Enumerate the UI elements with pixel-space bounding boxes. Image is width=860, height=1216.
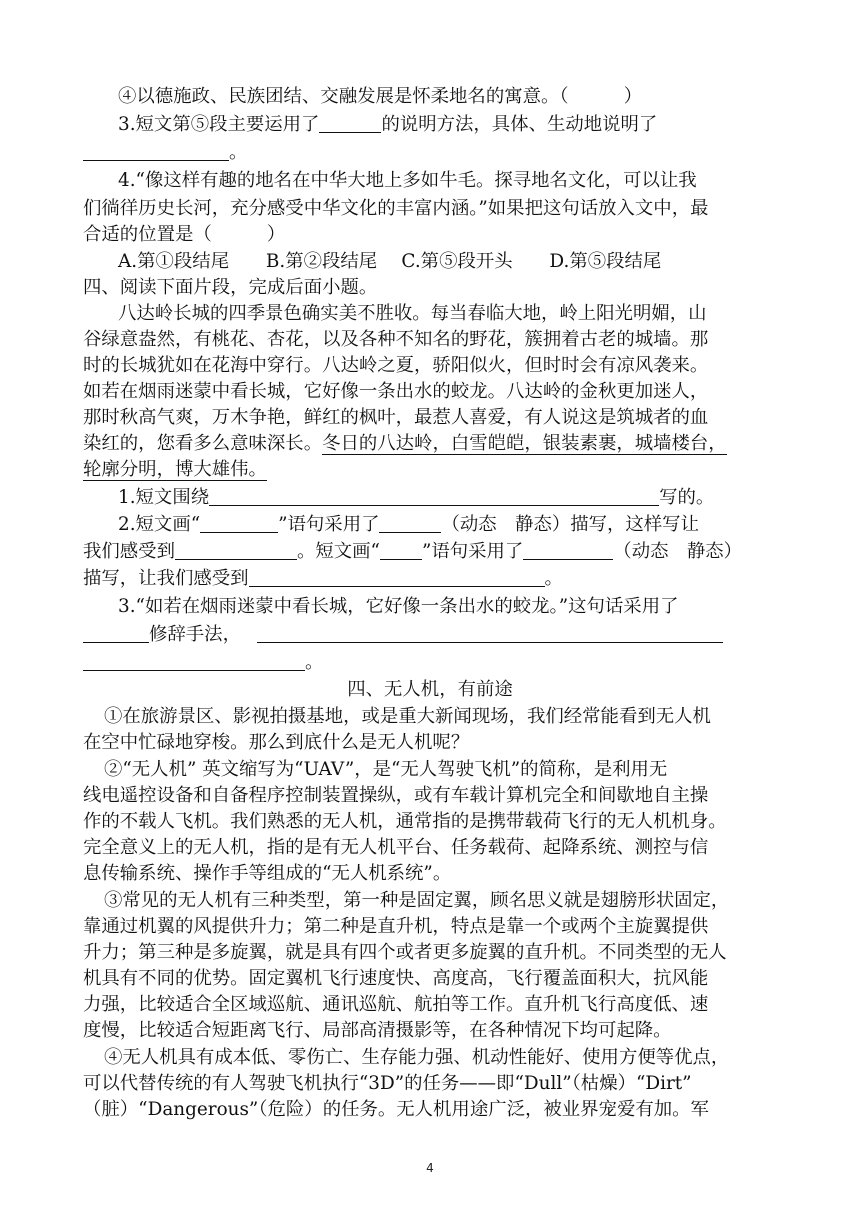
sub-question-2-line <box>83 539 783 565</box>
article-line: 作的不载人飞机。我们熟悉的无人机，通常指的是携带载荷飞行的无人机机身。 <box>83 811 727 832</box>
passage-line: 那时秋高气爽，万木争艳，鲜红的枫叶，最惹人喜爱，有人说这是筑城者的血 <box>83 407 709 428</box>
question-text: ”语句采用了 <box>421 541 524 562</box>
answer-blank[interactable] <box>319 114 381 133</box>
article-line: 息传输系统、操作手等组成的“无人机系统”。 <box>83 863 452 884</box>
answer-blank[interactable] <box>257 624 723 643</box>
answer-blank[interactable] <box>83 624 149 643</box>
article-line: 升力；第三种是多旋翼，就是具有四个或者更多旋翼的直升机。不同类型的无人 <box>83 942 727 963</box>
question-4-line: 们徜徉历史长河，充分感受中华文化的丰富内涵。”如果把这句话放入文中，最 <box>83 198 709 219</box>
question-4-line: 合适的位置是（ ） <box>83 224 286 245</box>
article-line: 力强，比较适合全区域巡航、通讯巡航、航拍等工作。直升机飞行高度低、速 <box>83 994 709 1015</box>
question-text: 。短文画“ <box>296 541 380 562</box>
article-paragraph-3: ③常见的无人机有三种类型，第一种是固定翼，顾名思义就是翅膀形状固定， <box>104 890 730 911</box>
question-text: 我们感受到 <box>83 541 175 562</box>
question-text: （动态 静态）描写，这样写让 <box>441 514 699 535</box>
sub-question-3-line <box>83 650 783 676</box>
answer-blank[interactable] <box>83 652 305 671</box>
question-text: 2.短文画“ <box>118 514 201 535</box>
answer-blank[interactable] <box>249 568 545 587</box>
question-text: ”语句采用了 <box>278 514 380 535</box>
question-text: 1.短文围绕 <box>118 487 210 508</box>
page-number: 4 <box>426 1161 434 1175</box>
question-text: 的说明方法，具体、生动地说明了 <box>381 114 658 135</box>
question-text: 修辞手法， <box>149 624 241 645</box>
answer-blank[interactable] <box>209 487 659 506</box>
article-paragraph-2: ②“无人机” 英文缩写为“UAV”，是“无人驾驶飞机”的简称，是利用无 <box>104 759 668 780</box>
section-heading: 四、阅读下面片段，完成后面小题。 <box>83 277 378 298</box>
sub-question-2 <box>118 512 818 538</box>
question-text: 3.短文第⑤段主要运用了 <box>118 114 320 135</box>
article-line: 在空中忙碌地穿梭。那么到底什么是无人机呢？ <box>83 732 470 753</box>
question-item-4: ④以德施政、民族团结、交融发展是怀柔地名的寓意。（ ） <box>118 86 643 107</box>
article-line: 机具有不同的优势。固定翼机飞行速度快、高度高，飞行覆盖面积大，抗风能 <box>83 968 709 989</box>
answer-blank[interactable] <box>175 541 297 560</box>
sub-question-1 <box>118 485 818 511</box>
article-paragraph-1: ①在旅游景区、影视拍摄基地，或是重大新闻现场，我们经常能看到无人机 <box>104 706 711 727</box>
question-3 <box>118 112 818 138</box>
question-3-continued <box>83 140 783 166</box>
passage-line <box>83 457 783 483</box>
passage-text: 染红的，您看多么意味深长。 <box>83 433 323 454</box>
sub-question-3-line <box>83 622 783 648</box>
article-line: 靠通过机翼的风提供升力；第二种是直升机，特点是靠一个或两个主旋翼提供 <box>83 916 709 937</box>
article-line: （脏）“Dangerous”（危险）的任务。无人机用途广泛，被业界宠爱有加。军 <box>83 1099 709 1120</box>
article-line: 完全意义上的无人机，指的是有无人机平台、任务载荷、起降系统、测控与信 <box>83 837 709 858</box>
answer-blank[interactable] <box>380 541 422 560</box>
passage-line: 谷绿意盎然，有桃花、杏花，以及各种不知名的野花，簇拥着古老的城墙。那 <box>83 329 709 350</box>
passage-line: 如若在烟雨迷蒙中看长城，它好像一条出水的蛟龙。八达岭的金秋更加迷人， <box>83 381 709 402</box>
passage-line: 时的长城犹如在花海中穿行。八达岭之夏，骄阳似火，但时时会有凉风袭来。 <box>83 355 709 376</box>
passage-line: 八达岭长城的四季景色确实美不胜收。每当春临大地，岭上阳光明媚，山 <box>118 303 707 324</box>
passage-line <box>83 431 783 457</box>
article-line: 度慢，比较适合短距离飞行、局部高清摄影等，在各种情况下均可起降。 <box>83 1020 672 1041</box>
article-line: 可以代替传统的有人驾驶飞机执行“3D”的任务——即“Dull”（枯燥）“Dirt” <box>83 1073 692 1094</box>
answer-blank[interactable] <box>83 142 229 161</box>
question-text: （动态 静态） <box>613 541 743 562</box>
answer-blank[interactable] <box>200 514 278 533</box>
article-title: 四、无人机，有前途 <box>347 679 513 700</box>
underlined-sentence: 轮廓分明，博大雄伟。 <box>83 459 267 480</box>
question-4: 4.“像这样有趣的地名在中华大地上多如牛毛。探寻地名文化，可以让我 <box>118 170 697 191</box>
question-text: 。 <box>544 568 563 589</box>
punctuation: 。 <box>229 142 248 163</box>
punctuation: 。 <box>305 652 324 673</box>
article-line: 线电遥控设备和自备程序控制装置操纵，或有车载计算机完全和间歇地自主操 <box>83 785 709 806</box>
sub-question-3: 3.“如若在烟雨迷蒙中看长城，它好像一条出水的蛟龙。”这句话采用了 <box>118 596 679 617</box>
article-paragraph-4: ④无人机具有成本低、零伤亡、生存能力强、机动性能好、使用方便等优点， <box>104 1047 730 1068</box>
question-4-options: A.第①段结尾 B.第②段结尾 C.第⑤段开头 D.第⑤段结尾 <box>118 251 662 272</box>
answer-blank[interactable] <box>523 541 613 560</box>
underlined-sentence: 冬日的八达岭，白雪皑皑，银装素裹，城墙楼台， <box>322 433 727 454</box>
question-text: 描写，让我们感受到 <box>83 568 249 589</box>
question-text: 写的。 <box>659 487 715 508</box>
answer-blank[interactable] <box>379 514 441 533</box>
sub-question-2-line <box>83 566 783 592</box>
